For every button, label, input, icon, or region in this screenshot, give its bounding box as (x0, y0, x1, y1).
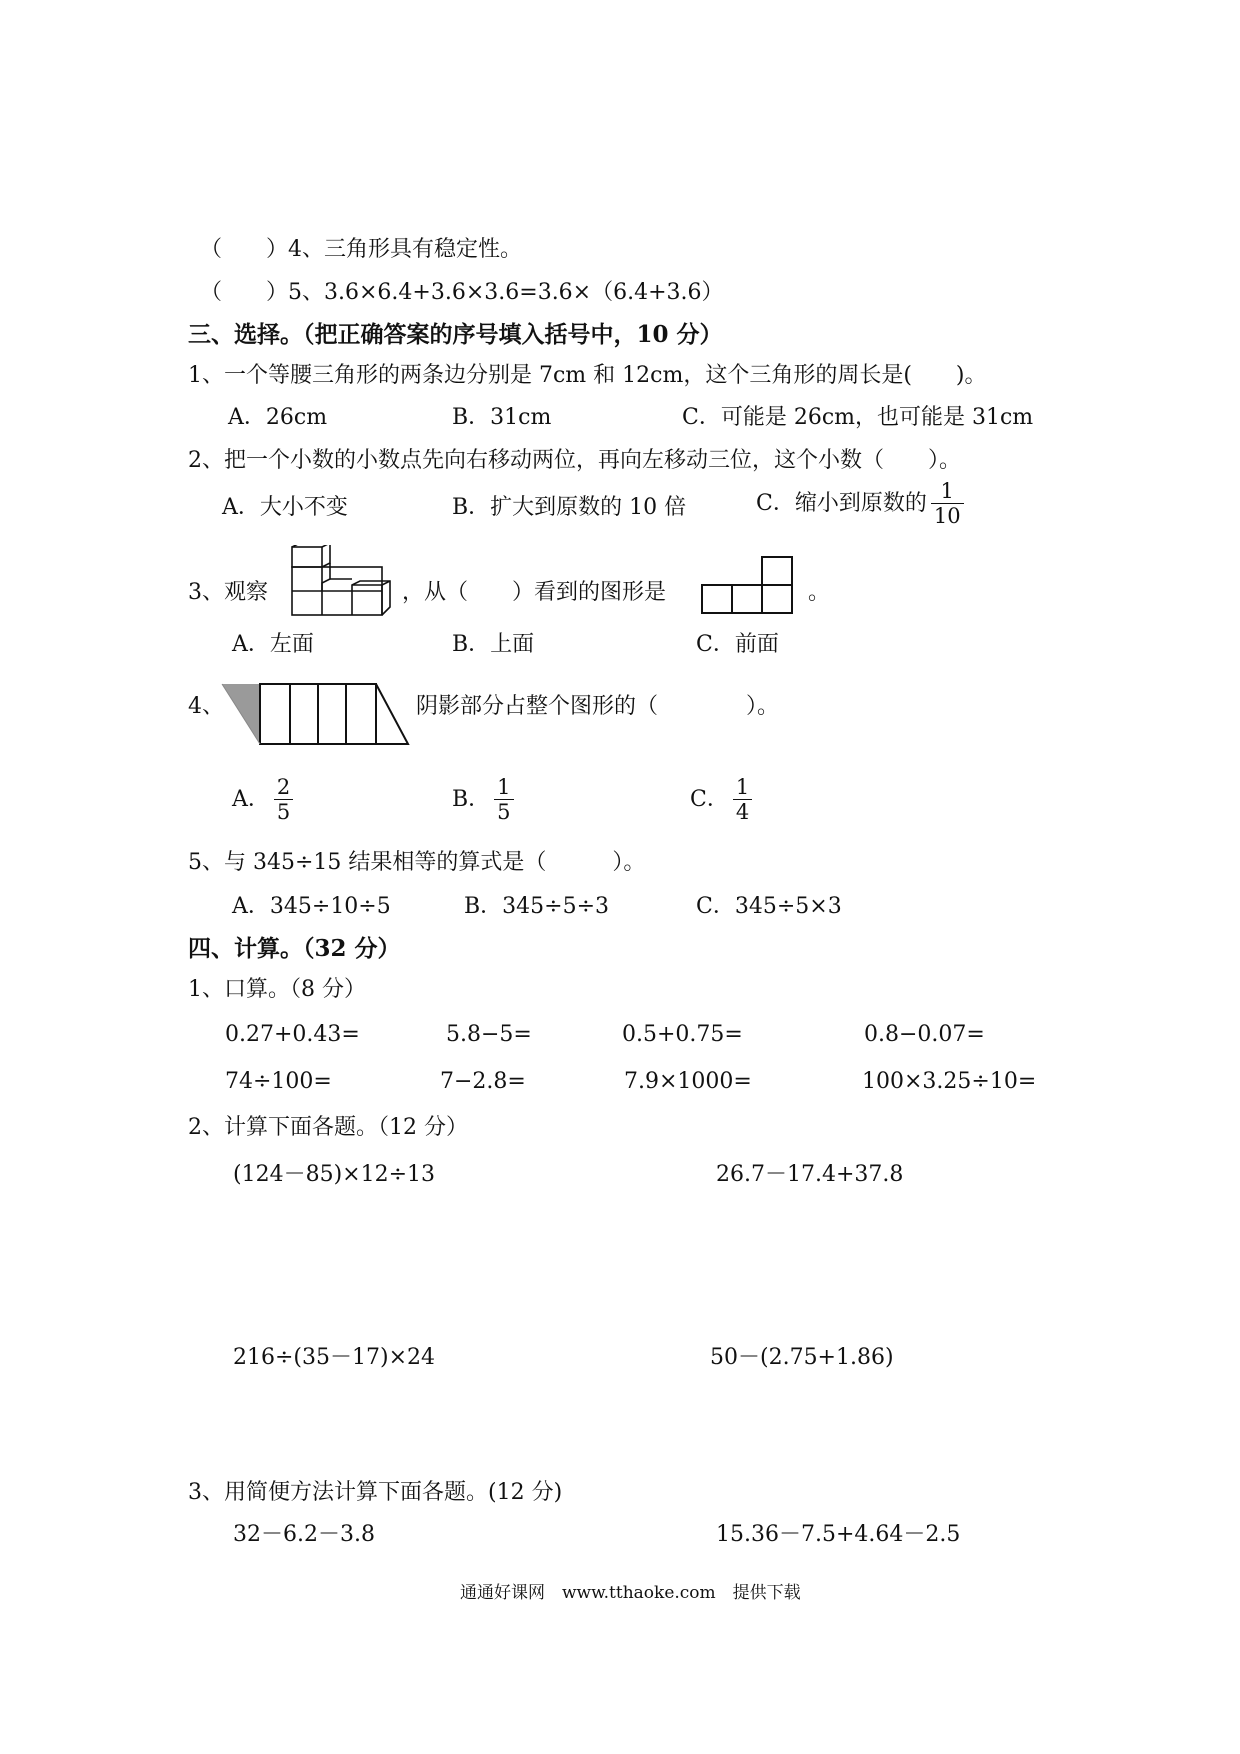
parallelogram-figure (220, 680, 410, 748)
q3-option-a[interactable]: A．左面 (232, 632, 314, 657)
q2-option-c-label: C．缩小到原数的 (756, 490, 927, 516)
q4-option-b[interactable] (452, 775, 514, 824)
section-4-title: 四、计算。（32 分） (188, 935, 401, 962)
calc-item: (124－85)×12÷13 (233, 1162, 436, 1187)
q1-stem: 1、一个等腰三角形的两条边分别是 7cm 和 12cm，这个三角形的周长是( )。 (188, 363, 987, 388)
q4-text: 阴影部分占整个图形的（ ）。 (416, 694, 780, 719)
oral-item: 0.27+0.43= (225, 1022, 360, 1047)
oral-item: 0.5+0.75= (622, 1022, 743, 1047)
judge-item-4 (200, 235, 522, 265)
fraction: $\frac{1}{10}$ (931, 479, 964, 528)
calc-title: 2、计算下面各题。（12 分） (188, 1115, 468, 1140)
q5-option-c[interactable]: C．345÷5×3 (696, 894, 842, 919)
q5-stem: 5、与 345÷15 结果相等的算式是（ ）。 (188, 850, 646, 875)
fraction: $\frac{1}{5}$ (494, 775, 513, 824)
q1-option-a[interactable]: A．26cm (228, 405, 328, 430)
q1-option-c[interactable]: C．可能是 26cm，也可能是 31cm (682, 405, 1034, 430)
oral-title: 1、口算。（8 分） (188, 977, 366, 1002)
q3-pre: 3、观察 (188, 580, 268, 605)
q2-option-c[interactable] (756, 479, 964, 528)
calc-item: 50－(2.75+1.86) (710, 1345, 894, 1370)
q2-option-a[interactable]: A．大小不变 (222, 495, 348, 520)
q3-option-b[interactable]: B．上面 (452, 632, 535, 657)
q2-stem: 2、把一个小数的小数点先向右移动两位，再向左移动三位，这个小数（ ）。 (188, 448, 961, 473)
judge-item-5 (200, 278, 724, 308)
simple-item: 15.36－7.5+4.64－2.5 (716, 1522, 961, 1547)
judge-text: 4、三角形具有稳定性。 (288, 237, 523, 262)
calc-item: 26.7－17.4+37.8 (716, 1162, 904, 1187)
q5-option-a[interactable]: A．345÷10÷5 (232, 894, 391, 919)
q2-option-b[interactable]: B．扩大到原数的 10 倍 (452, 495, 687, 520)
q4-pre: 4、 (188, 694, 224, 719)
q5-option-b[interactable]: B．345÷5÷3 (464, 894, 610, 919)
q3-mid: ，从（ ）看到的图形是 (402, 580, 667, 605)
simple-item: 32－6.2－3.8 (233, 1522, 375, 1547)
q1-option-b[interactable]: B．31cm (452, 405, 552, 430)
q4-option-b-label: B． (452, 786, 491, 812)
oral-item: 74÷100= (225, 1069, 332, 1094)
oral-item: 100×3.25÷10= (862, 1069, 1037, 1094)
q4-option-c-label: C． (690, 786, 729, 812)
q4-option-c[interactable] (690, 775, 752, 824)
section-3-title: 三、选择。（把正确答案的序号填入括号中，10 分） (188, 321, 723, 348)
q4-option-a-label: A． (232, 786, 270, 812)
view-figure (700, 555, 796, 617)
simple-title: 3、用简便方法计算下面各题。(12 分) (188, 1480, 563, 1505)
judge-text: 5、3.6×6.4+3.6×3.6=3.6×（6.4+3.6） (288, 280, 724, 305)
calc-item: 216÷(35－17)×24 (233, 1345, 436, 1370)
fraction: $\frac{2}{5}$ (274, 775, 293, 824)
fraction: $\frac{1}{4}$ (733, 775, 752, 824)
q4-option-a[interactable] (232, 775, 293, 824)
oral-item: 0.8−0.07= (864, 1022, 985, 1047)
answer-paren[interactable]: （ ） (200, 280, 289, 305)
oral-item: 7−2.8= (440, 1069, 526, 1094)
q3-post: 。 (808, 580, 831, 605)
oral-item: 7.9×1000= (624, 1069, 752, 1094)
footer-note: 通通好课网 www.tthaoke.com 提供下载 (460, 1583, 801, 1603)
cube-solid-figure (290, 545, 400, 617)
q3-option-c[interactable]: C．前面 (696, 632, 779, 657)
oral-item: 5.8−5= (446, 1022, 532, 1047)
answer-paren[interactable]: （ ） (200, 237, 289, 262)
